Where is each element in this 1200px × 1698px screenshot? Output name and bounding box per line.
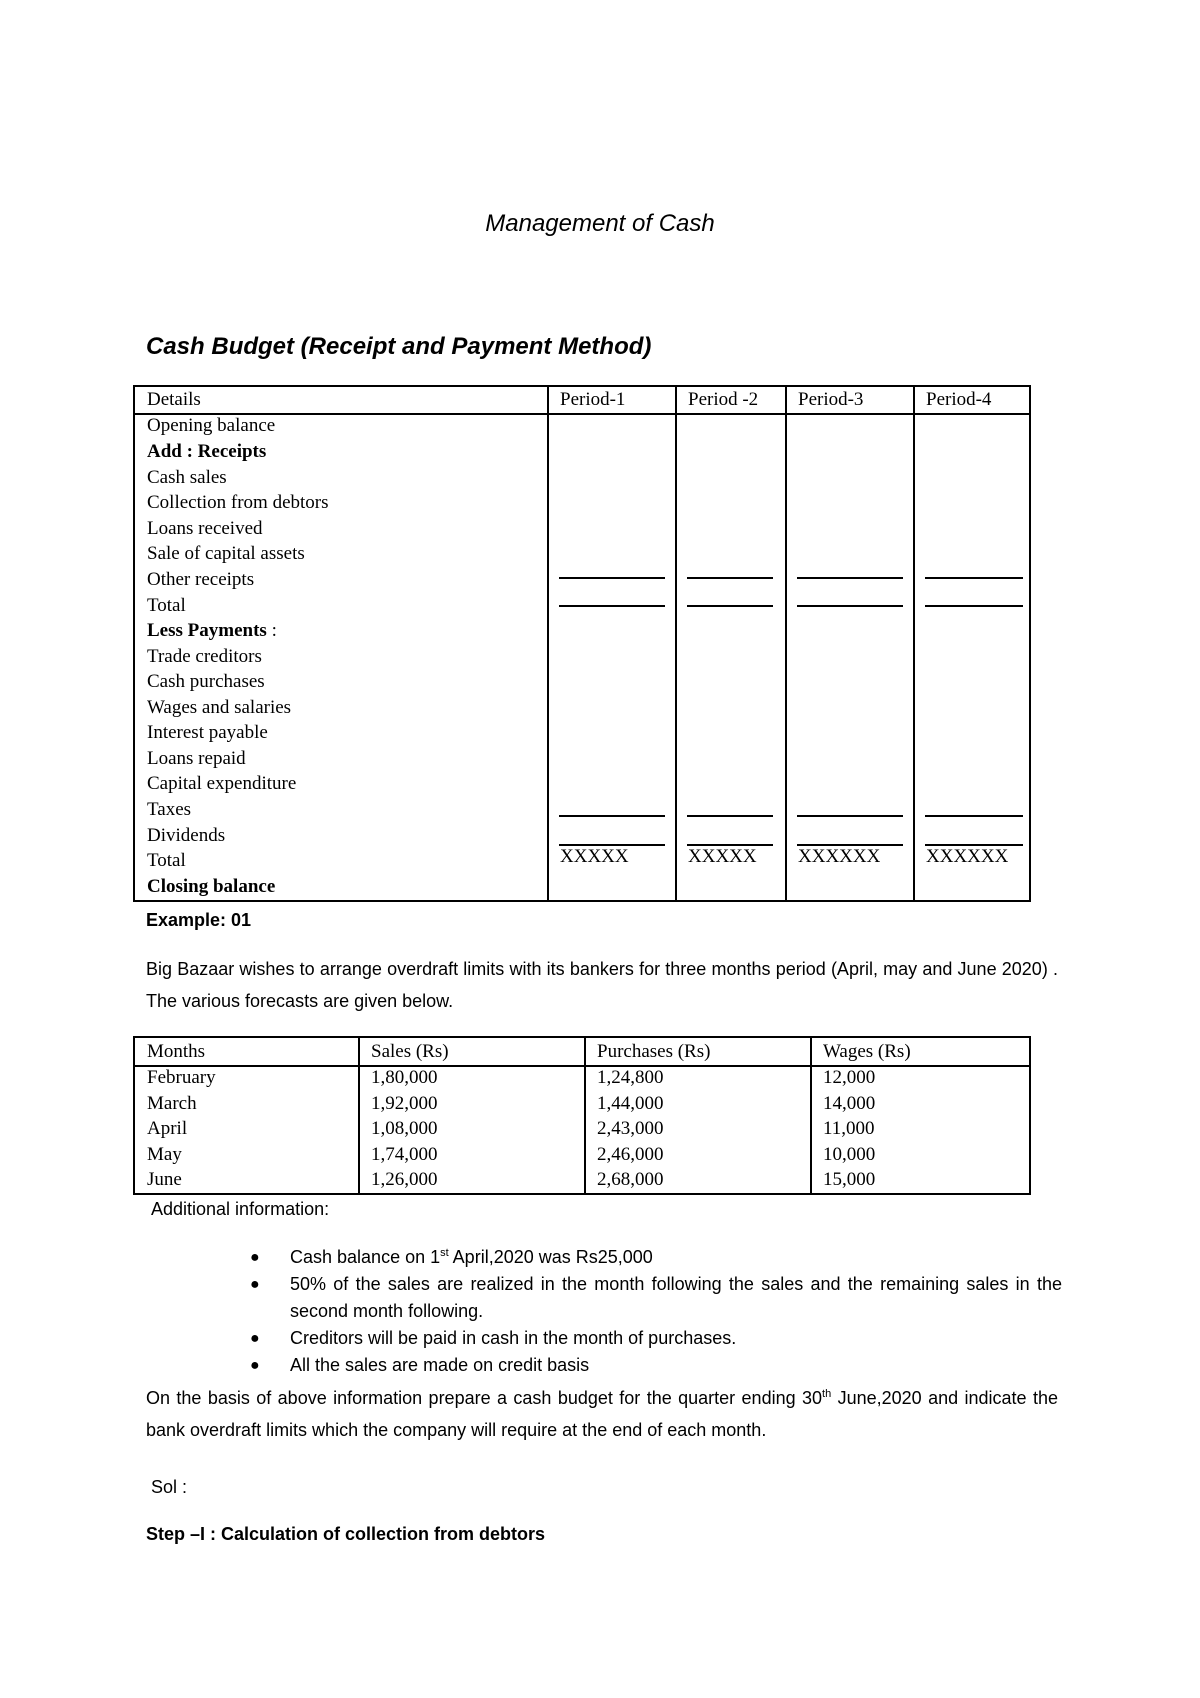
step-heading: Step –I : Calculation of collection from debtors	[146, 1524, 546, 1544]
purchases-cell: 2,68,000	[597, 1169, 664, 1190]
column-divider	[584, 1038, 586, 1193]
task-text-end: June,2020 and indicate the bank overdraft limits which the company will require at the end of each month.	[146, 1388, 1058, 1440]
header-period-3: Period-3	[798, 389, 864, 410]
purchases-cell: 1,44,000	[597, 1093, 664, 1114]
bullet-text-tail: April,2020 was Rs25,000	[448, 1247, 653, 1267]
row-dividends: Dividends	[147, 825, 226, 846]
row-loans-received: Loans received	[147, 518, 263, 539]
example-label: Example: 01	[146, 910, 252, 930]
forecast-table	[133, 1036, 1031, 1195]
list-item	[250, 1325, 1062, 1352]
purchases-cell: 1,24,800	[597, 1067, 664, 1088]
row-interest-payable: Interest payable	[147, 722, 268, 743]
row-less-payments	[147, 620, 277, 642]
placeholder-period-3: XXXXXX	[798, 846, 881, 867]
column-divider	[547, 387, 549, 900]
info-list	[250, 1244, 1062, 1379]
section-title: Cash Budget (Receipt and Payment Method)	[146, 333, 652, 360]
total-rule	[925, 605, 1023, 607]
month-cell: April	[147, 1118, 188, 1139]
row-collection-from-debtors: Collection from debtors	[147, 492, 329, 513]
header-details: Details	[147, 389, 201, 410]
row-other-receipts: Other receipts	[147, 569, 255, 590]
list-item	[250, 1244, 1062, 1271]
header-sales: Sales (Rs)	[371, 1041, 449, 1062]
header-purchases: Purchases (Rs)	[597, 1041, 711, 1062]
bullet-text: 50% of the sales are realized in the month following the sales and the remaining sales in the second month following.	[290, 1274, 1062, 1321]
sol-label: Sol :	[151, 1477, 188, 1497]
list-item	[250, 1271, 1062, 1325]
row-opening-balance: Opening balance	[147, 415, 276, 436]
sales-cell: 1,08,000	[371, 1118, 438, 1139]
row-capital-expenditure: Capital expenditure	[147, 773, 297, 794]
row-wages-and-salaries: Wages and salaries	[147, 697, 292, 718]
month-cell: March	[147, 1093, 197, 1114]
header-period-1: Period-1	[560, 389, 626, 410]
less-payments-label: Less Payments	[147, 620, 267, 641]
bullet-icon: ●	[250, 1276, 260, 1293]
column-divider	[785, 387, 787, 900]
example-text: Big Bazaar wishes to arrange overdraft limits with its bankers for three months period (April, may and June 2020) . The various forecasts are given below.	[146, 959, 1058, 1011]
row-trade-creditors: Trade creditors	[147, 646, 262, 667]
row-loans-repaid: Loans repaid	[147, 748, 246, 769]
bullet-text: All the sales are made on credit basis	[290, 1355, 590, 1375]
sales-cell: 1,80,000	[371, 1067, 438, 1088]
bullet-icon: ●	[250, 1357, 260, 1374]
wages-cell: 14,000	[823, 1093, 876, 1114]
subtotal-rule	[797, 815, 903, 817]
bullet-icon: ●	[250, 1249, 260, 1266]
row-closing-balance: Closing balance	[147, 876, 276, 897]
purchases-cell: 2,43,000	[597, 1118, 664, 1139]
row-total-receipts: Total	[147, 595, 186, 616]
document-title: Management of Cash	[485, 210, 715, 237]
row-cash-purchases: Cash purchases	[147, 671, 265, 692]
total-rule	[797, 605, 903, 607]
cash-budget-table	[133, 385, 1031, 902]
wages-cell: 15,000	[823, 1169, 876, 1190]
subtotal-rule	[559, 815, 665, 817]
header-wages: Wages (Rs)	[823, 1041, 911, 1062]
row-sale-of-capital-assets: Sale of capital assets	[147, 543, 305, 564]
sales-cell: 1,26,000	[371, 1169, 438, 1190]
placeholder-period-1: XXXXX	[560, 846, 629, 867]
task-text-start: On the basis of above information prepare a cash budget for the quarter ending 30	[146, 1388, 823, 1408]
subtotal-rule	[559, 577, 665, 579]
sales-cell: 1,74,000	[371, 1144, 438, 1165]
total-rule	[687, 605, 773, 607]
bullet-icon: ●	[250, 1330, 260, 1347]
subtotal-rule	[925, 577, 1023, 579]
column-divider	[675, 387, 677, 900]
wages-cell: 10,000	[823, 1144, 876, 1165]
row-cash-sales: Cash sales	[147, 467, 227, 488]
wages-cell: 12,000	[823, 1067, 876, 1088]
bullet-text: Cash balance on 1	[290, 1247, 441, 1267]
subtotal-rule	[687, 815, 773, 817]
row-taxes: Taxes	[147, 799, 192, 820]
placeholder-period-4: XXXXXX	[926, 846, 1009, 867]
purchases-cell: 2,46,000	[597, 1144, 664, 1165]
total-rule	[559, 605, 665, 607]
header-period-4: Period-4	[926, 389, 992, 410]
placeholder-period-2: XXXXX	[688, 846, 757, 867]
task-superscript: th	[822, 1388, 832, 1400]
month-cell: May	[147, 1144, 182, 1165]
column-divider	[810, 1038, 812, 1193]
list-item	[250, 1352, 1062, 1379]
bullet-superscript: st	[440, 1247, 449, 1259]
less-payments-colon: :	[266, 620, 277, 641]
additional-info-label: Additional information:	[151, 1199, 330, 1219]
row-add-receipts: Add : Receipts	[147, 441, 267, 462]
header-months: Months	[147, 1041, 206, 1062]
subtotal-rule	[925, 815, 1023, 817]
sales-cell: 1,92,000	[371, 1093, 438, 1114]
month-cell: February	[147, 1067, 216, 1088]
subtotal-rule	[687, 577, 773, 579]
row-total-payments: Total	[147, 850, 186, 871]
subtotal-rule	[797, 577, 903, 579]
header-divider	[135, 1065, 1029, 1067]
wages-cell: 11,000	[823, 1118, 875, 1139]
header-period-2: Period -2	[688, 389, 759, 410]
column-divider	[358, 1038, 360, 1193]
task-text	[146, 1382, 1058, 1446]
bullet-text: Creditors will be paid in cash in the month of purchases.	[290, 1328, 737, 1348]
month-cell: June	[147, 1169, 182, 1190]
column-divider	[913, 387, 915, 900]
